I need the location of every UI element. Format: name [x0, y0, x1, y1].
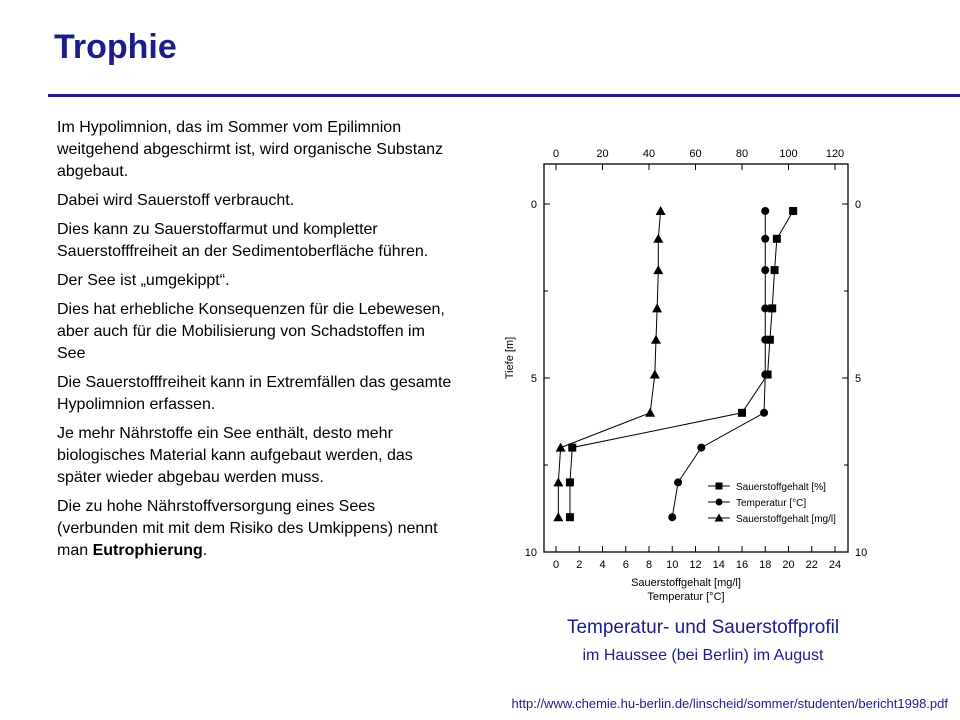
- paragraph-text: Dies hat erhebliche Konsequenzen für die Lebewesen, aber auch für die Mobilisierung von Schadstoffen im See: [57, 301, 445, 362]
- legend-marker-circle: [716, 499, 723, 506]
- paragraph-text: Im Hypolimnion, das im Sommer vom Epilimnion weitgehend abgeschirmt ist, wird organische Substanz abgebaut.: [57, 119, 443, 180]
- page-title: Trophie: [54, 28, 177, 66]
- paragraph-text: Die Sauerstofffreiheit kann in Extremfällen das gesamte Hypolimnion erfassen.: [57, 374, 452, 413]
- bottom-axis-tick-label: 22: [805, 559, 818, 571]
- data-point-triangle: [650, 370, 660, 379]
- bottom-axis-tick-label: 0: [552, 559, 560, 571]
- data-point-square: [566, 478, 574, 486]
- body-paragraph: [57, 299, 452, 365]
- emphasis-term: Eutrophierung: [92, 542, 203, 559]
- data-point-triangle: [556, 443, 566, 452]
- legend-marker-square: [716, 483, 723, 490]
- top-axis-tick-label: 20: [596, 148, 609, 160]
- right-axis-tick-label: 0: [855, 199, 862, 211]
- body-paragraph: [57, 496, 452, 562]
- data-point-square: [768, 304, 776, 312]
- chart-caption-subtitle: im Haussee (bei Berlin) im August: [582, 647, 824, 664]
- data-point-square: [738, 409, 746, 417]
- bottom-axis-tick-label: 16: [735, 559, 749, 571]
- bottom-axis-tick-label: 18: [759, 559, 772, 571]
- data-point-circle: [761, 371, 769, 379]
- data-point-triangle: [652, 303, 662, 312]
- title-underline: [48, 94, 960, 97]
- data-point-square: [566, 513, 574, 521]
- data-point-circle: [761, 304, 769, 312]
- bottom-axis-tick-label: 20: [782, 559, 795, 571]
- body-text: [57, 117, 452, 569]
- paragraph-text-end: .: [202, 542, 208, 559]
- body-paragraph: [57, 219, 452, 263]
- data-point-circle: [761, 235, 769, 243]
- data-point-square: [773, 235, 781, 243]
- data-point-triangle: [651, 335, 661, 344]
- top-axis-tick-label: 40: [642, 148, 656, 160]
- chart-caption-title: Temperatur- und Sauerstoffprofil: [566, 617, 840, 638]
- paragraph-text: Je mehr Nährstoffe ein See enthält, desto mehr biologisches Material kann aufgebaut werden, das später wieder abgebau werden muss.: [57, 425, 413, 486]
- right-axis-tick-label: 5: [855, 373, 862, 385]
- x-axis-label: Sauerstoffgehalt [mg/l]: [631, 577, 741, 589]
- source-link[interactable]: http://www.chemie.hu-berlin.de/linscheid/sommer/studenten/bericht1998.pdf: [511, 696, 948, 711]
- bottom-axis-tick-label: 14: [712, 559, 725, 571]
- body-paragraph: [57, 372, 452, 416]
- data-point-circle: [761, 207, 769, 215]
- right-axis-tick-label: 10: [855, 547, 868, 559]
- paragraph-text: Die zu hohe Nährstoffversorgung eines Sees (verbunden mit mit dem Risiko des Umkippens) nennt man: [57, 498, 438, 559]
- data-point-square: [568, 444, 576, 452]
- bottom-axis-tick-label: 6: [622, 559, 629, 571]
- data-point-circle: [697, 444, 705, 452]
- bottom-axis-tick-label: 8: [645, 559, 653, 571]
- data-point-triangle: [653, 234, 663, 243]
- y-axis-label: Tiefe [m]: [504, 336, 516, 380]
- top-axis-tick-label: 80: [735, 148, 749, 160]
- data-point-triangle: [645, 408, 655, 417]
- paragraph-text: Dabei wird Sauerstoff verbraucht.: [57, 192, 295, 209]
- data-point-triangle: [553, 477, 563, 486]
- bottom-axis-tick-label: 12: [689, 559, 702, 571]
- legend-label: Sauerstoffgehalt [mg/l]: [736, 514, 836, 525]
- bottom-axis-tick-label: 10: [666, 559, 679, 571]
- data-point-triangle: [653, 265, 663, 274]
- left-axis-tick-label: 5: [530, 373, 537, 385]
- body-paragraph: [57, 117, 452, 183]
- data-point-triangle: [656, 206, 666, 215]
- plot-frame: [544, 164, 848, 552]
- left-axis-tick-label: 10: [524, 547, 537, 559]
- data-point-circle: [674, 478, 682, 486]
- body-paragraph: [57, 190, 452, 212]
- body-paragraph: [57, 423, 452, 489]
- top-axis-tick-label: 60: [689, 148, 702, 160]
- legend-label: Sauerstoffgehalt [%]: [736, 482, 826, 493]
- bottom-axis-tick-label: 24: [828, 559, 842, 571]
- profile-chart: [498, 128, 878, 614]
- data-point-triangle: [553, 512, 563, 521]
- top-axis-tick-label: 0: [552, 148, 560, 160]
- data-point-circle: [760, 409, 768, 417]
- data-point-circle: [761, 266, 769, 274]
- bottom-axis-tick-label: 4: [599, 559, 606, 571]
- series-line-triangle: [558, 211, 660, 517]
- data-point-square: [789, 207, 797, 215]
- series-line-square: [570, 211, 793, 517]
- bottom-axis-tick-label: 2: [576, 559, 583, 571]
- left-axis-tick-label: 0: [530, 199, 537, 211]
- profile-chart-svg: [498, 128, 878, 614]
- data-point-square: [771, 266, 779, 274]
- data-point-circle: [668, 513, 676, 521]
- paragraph-text: Der See ist „umgekippt“.: [57, 272, 230, 289]
- top-axis-tick-label: 120: [825, 148, 845, 160]
- body-paragraph: [57, 270, 452, 292]
- series-line-circle: [672, 211, 765, 517]
- top-axis-tick-label: 100: [779, 148, 798, 160]
- data-point-circle: [761, 336, 769, 344]
- paragraph-text: Dies kann zu Sauerstoffarmut und kompletter Sauerstofffreiheit an der Sedimentoberfläche führen.: [57, 221, 429, 260]
- legend-label: Temperatur [°C]: [736, 498, 807, 509]
- x-axis-label: Temperatur [°C]: [647, 591, 725, 603]
